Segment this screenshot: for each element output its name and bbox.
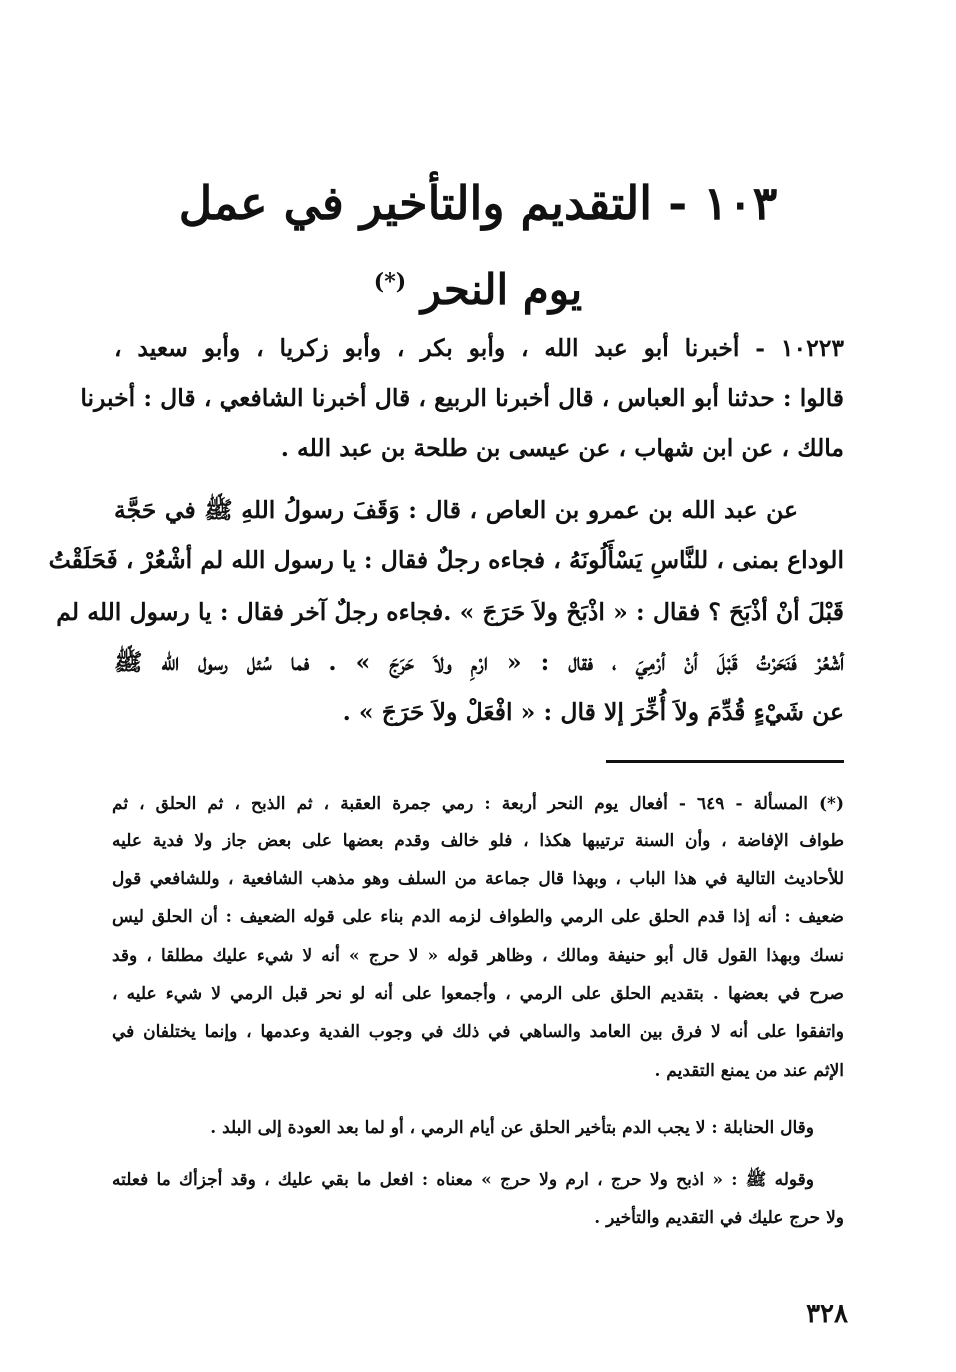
- chapter-subtitle: [150, 250, 806, 322]
- footnote-line-1: (*) المسألة - ٦٤٩ - أفعال يوم النحر أربعة : رمي جمرة العقبة ، ثم الذبح ، ثم الحلق ، ثم: [112, 794, 844, 814]
- footnote-marker: (*): [373, 269, 407, 295]
- isnad-line-1: ١٠٢٢٣ - أخبرنا أبو عبد الله ، وأبو بكر ، وأبو زكريا ، وأبو سعيد ،: [114, 334, 844, 362]
- hadith-line-4: أشْعُرْ فَنَحَرْتُ قَبْلَ أنْ أرْمِيَ ، فقال : « ارْمِ ولاَ حَرَجَ » . فما سُئل رسول الله ﷺ: [114, 648, 844, 676]
- footnote-line-2: طواف الإفاضة ، وأن السنة ترتيبها هكذا ، فلو خالف وقدم بعضها على بعض جاز ولا فدية عليه: [112, 831, 844, 851]
- footnote-line-8: الإثم عند من يمنع التقديم .: [654, 1061, 844, 1081]
- hadith-line-3: قَبْلَ أنْ أذْبَحَ ؟ فقال : « اذْبَحْ ولاَ حَرَجَ » .فجاءه رجلٌ آخر فقال : يا رسول الله لم: [56, 598, 844, 626]
- subtitle-text: يوم النحر: [420, 265, 583, 314]
- footnote-line-6: صرح في بعضها . بتقديم الحلق على الرمي ، وأجمعوا على أنه لو نحر قبل الرمي لا شيء عليه ،: [112, 984, 844, 1004]
- footnote-hanabila: وقال الحنابلة : لا يجب الدم بتأخير الحلق عن أيام الرمي ، أو لما بعد العودة إلى البلد .: [210, 1118, 814, 1138]
- footnote-line-4: ضعيف : أنه إذا قدم الحلق على الرمي والطواف لزمه الدم بناء على قوله الضعيف : أن الحلق ليس: [112, 907, 844, 927]
- hadith-line-5: عن شَيْءٍ قُدِّمَ ولاَ أُخِّرَ إلا قال : « افْعَلْ ولاَ حَرَجَ » .: [342, 698, 844, 726]
- isnad-line-2: قالوا : حدثنا أبو العباس ، قال أخبرنا الربيع ، قال أخبرنا الشافعي ، قال : أخبرنا: [80, 384, 844, 412]
- footnote-line-7: واتفقوا على أنه لا فرق بين العامد والساهي في ذلك في وجوب الفدية وعدمها ، وإنما يختلفان في: [112, 1022, 844, 1042]
- hadith-line-2: الوداع بمنى ، للنَّاسِ يَسْأَلُونَهُ ، فجاءه رجلٌ فقال : يا رسول الله لم أشْعُرْ ، فَحَلَقْتُ: [48, 546, 844, 574]
- footnote-last-line-2: ولا حرج عليك في التقديم والتأخير .: [594, 1208, 844, 1228]
- footnote-last-line-1: وقوله ﷺ : « اذبح ولا حرج ، ارم ولا حرج » معناه : افعل ما بقي عليك ، وقد أجزأك ما فعلته: [112, 1170, 814, 1190]
- isnad-line-3: مالك ، عن ابن شهاب ، عن عيسى بن طلحة بن عبد الله .: [280, 434, 844, 462]
- footnote-separator: [606, 760, 844, 763]
- chapter-title: ١٠٣ - التقديم والتأخير في عمل: [178, 176, 778, 230]
- hadith-line-1: عن عبد الله بن عمرو بن العاص ، قال : وَقَفَ رسولُ اللهِ ﷺ في حَجَّة: [114, 496, 798, 524]
- footnote-line-3: للأحاديث التالية في هذا الباب ، وبهذا قال جماعة من السلف وهو مذهب الشافعية ، وللشافعي قول: [112, 869, 844, 889]
- page-number: ٣٢٨: [806, 1299, 848, 1329]
- footnote-line-5: نسك وبهذا القول قال أبو حنيفة ومالك ، وظاهر قوله « لا حرج » أنه لا شيء عليك مطلقا ، وقد: [112, 946, 844, 966]
